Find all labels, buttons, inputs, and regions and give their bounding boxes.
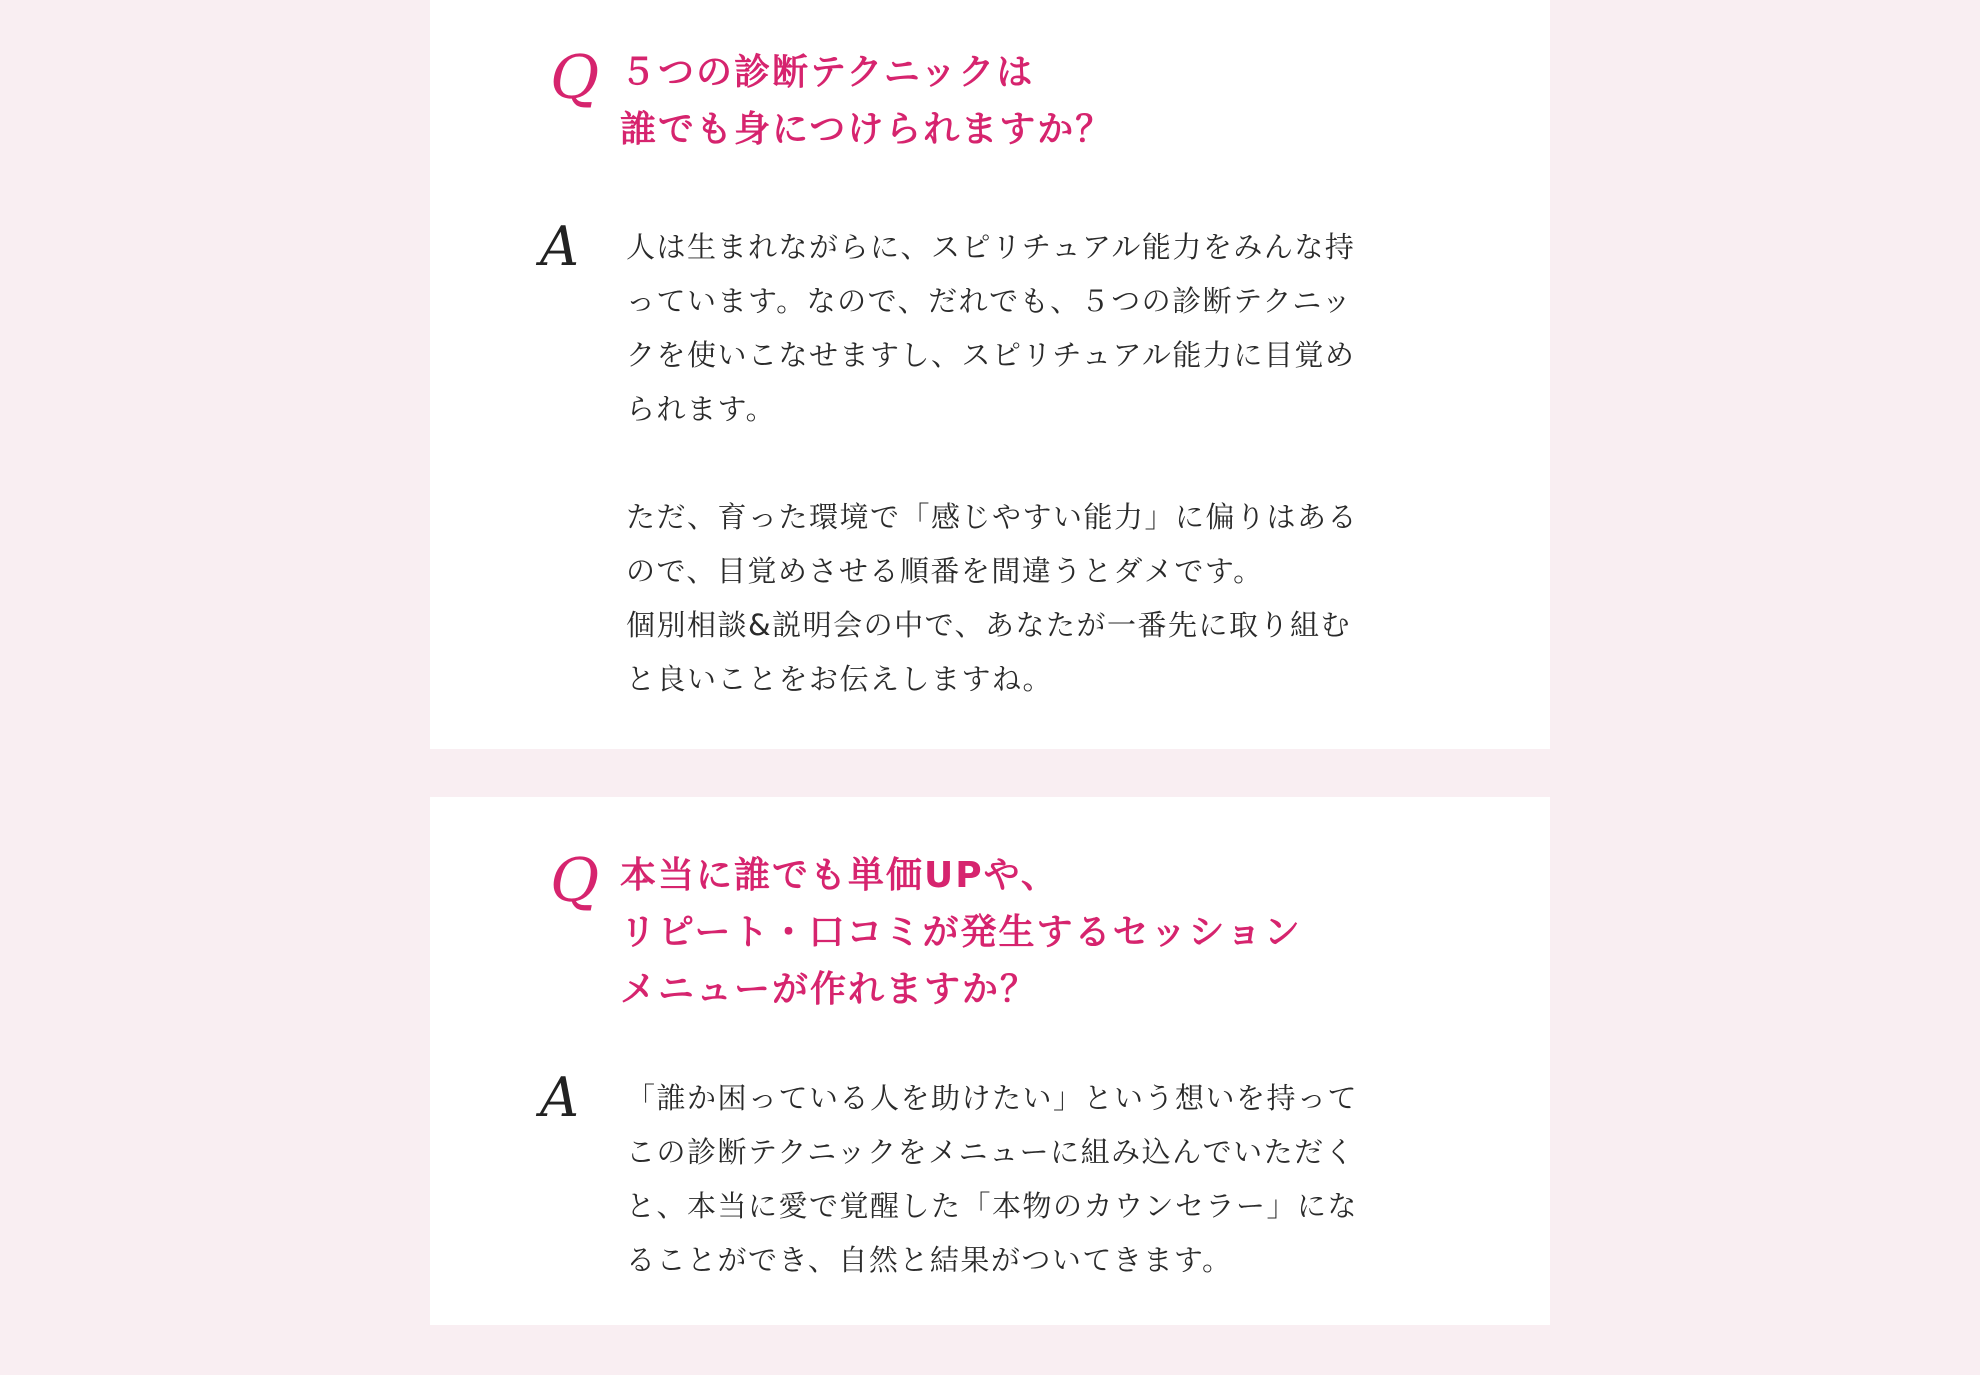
question-line: リピート・口コミが発生するセッション: [620, 912, 1302, 953]
question-line: 本当に誰でも単価UPや、: [620, 855, 1059, 896]
answer-line: ので、目覚めさせる順番を間違うとダメです。: [626, 554, 1264, 588]
faq-card-1: [430, 0, 1550, 749]
faq-question: [620, 847, 1440, 1018]
answer-line: と、本当に愛で覚醒した「本物のカウンセラー」にな: [626, 1189, 1359, 1223]
faq-card-2: [430, 797, 1550, 1325]
question-line: 誰でも身につけられますか？: [620, 109, 1114, 150]
question-mark-icon: Q: [550, 846, 600, 916]
question-line: メニューが作れますか？: [620, 969, 1039, 1010]
answer-line: 人は生まれながらに、スピリチュアル能力をみんな持: [626, 230, 1356, 264]
answer-line: クを使いこなせますし、スピリチュアル能力に目覚め: [626, 338, 1356, 372]
answer-paragraph-gap: [626, 436, 1426, 490]
answer-line: られます。: [626, 392, 777, 426]
answer-mark-icon: A: [540, 1066, 579, 1129]
answer-line: 個別相談&説明会の中で、あなたが一番先に取り組む: [626, 608, 1352, 642]
question-mark-icon: Q: [550, 43, 600, 113]
answer-mark-icon: A: [540, 215, 579, 278]
question-line: ５つの診断テクニックは: [620, 52, 1035, 93]
faq-answer: [626, 1071, 1426, 1287]
answer-line: ただ、育った環境で「感じやすい能力」に偏りはある: [626, 500, 1359, 534]
answer-line: 「誰か困っている人を助けたい」という想いを持って: [626, 1081, 1359, 1115]
answer-line: と良いことをお伝えしますね。: [626, 662, 1054, 696]
faq-question: [620, 44, 1440, 158]
answer-line: ることができ、自然と結果がついてきます。: [626, 1243, 1233, 1277]
answer-line: っています。なので、だれでも、５つの診断テクニッ: [626, 284, 1353, 318]
faq-answer: [626, 220, 1426, 706]
answer-line: この診断テクニックをメニューに組み込んでいただく: [626, 1135, 1356, 1169]
